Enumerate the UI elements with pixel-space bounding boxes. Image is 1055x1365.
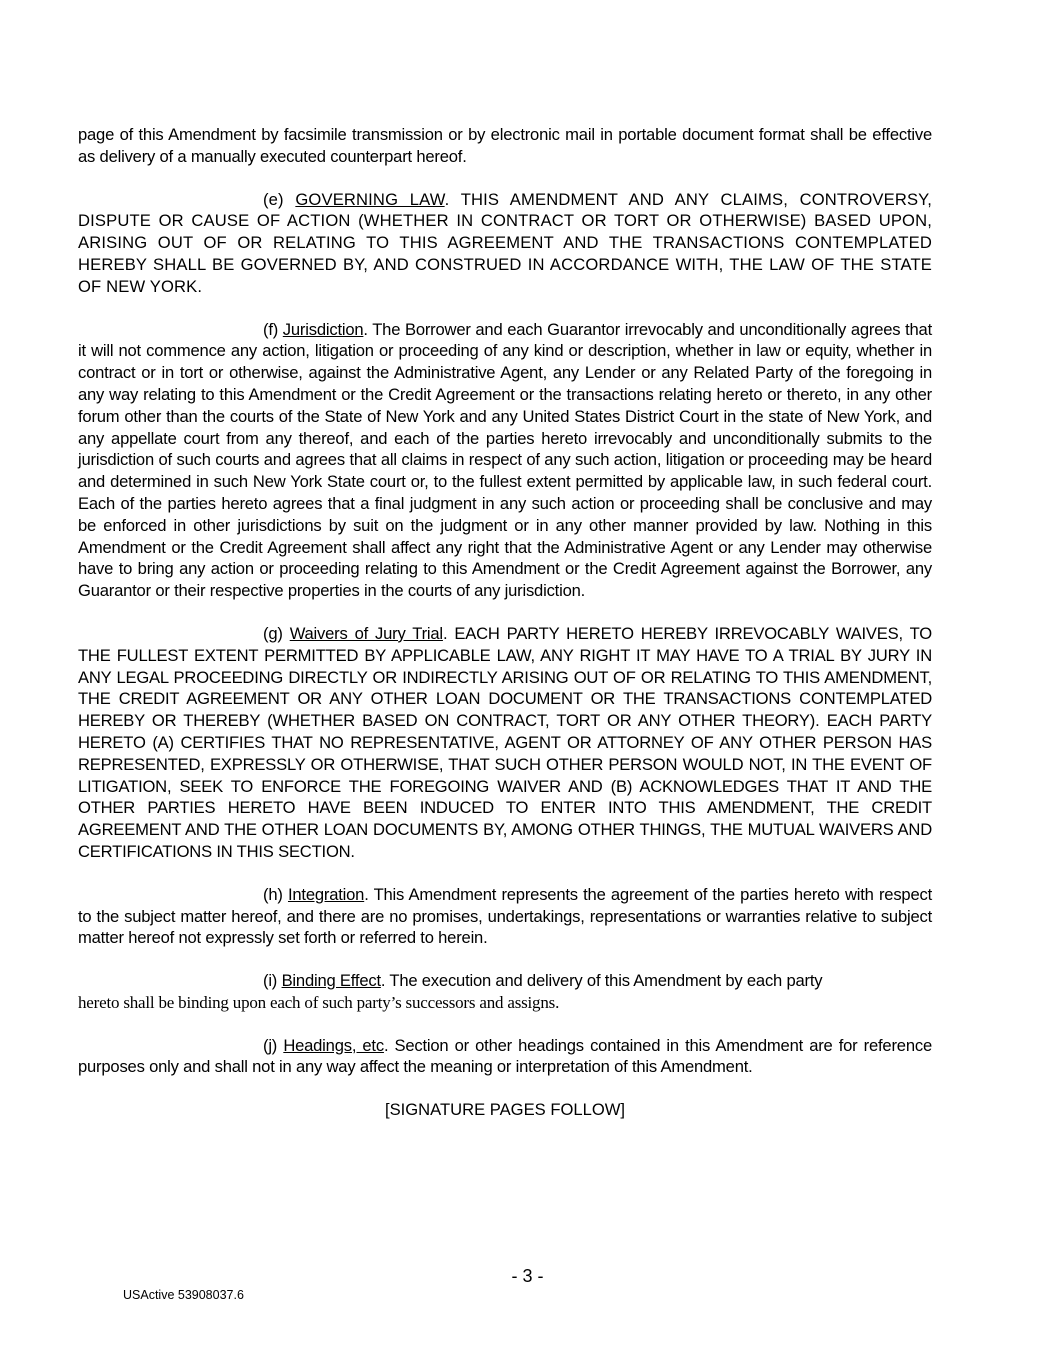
section-jurisdiction (78, 319, 932, 602)
section-binding-effect (78, 970, 932, 1014)
section-label: (e) (263, 189, 284, 209)
section-heading: Binding Effect (281, 971, 381, 991)
section-jury-waiver (78, 623, 932, 863)
document-page (78, 124, 932, 1121)
section-integration (78, 884, 932, 949)
section-heading: Waivers of Jury Trial (289, 623, 443, 643)
section-heading: GOVERNING LAW (295, 189, 445, 209)
signature-note: [SIGNATURE PAGES FOLLOW] (384, 1100, 626, 1120)
page-number: - 3 - (511, 1266, 544, 1286)
section-label: (i) (263, 971, 278, 991)
section-body: . The execution and delivery of this Amendment by each party (380, 971, 823, 991)
section-body: . Section or other headings contained in this Amendment are for reference purposes only and shall not in any way affect the meaning or interpretation of this Amendment. (78, 1035, 932, 1077)
section-headings (78, 1035, 932, 1079)
section-label: (h) (263, 884, 283, 904)
document-id: USActive 53908037.6 (123, 1288, 244, 1302)
section-continuation: hereto shall be binding upon each of such party’s successors and assigns. (78, 992, 560, 1012)
section-heading: Headings, etc (283, 1035, 384, 1055)
section-governing-law (78, 189, 932, 298)
section-heading: Integration (287, 884, 365, 904)
intro-paragraph: page of this Amendment by facsimile transmission or by electronic mail in portable document format shall be effective as delivery of a manually executed counterpart hereof. (78, 125, 932, 166)
section-label: (f) (263, 319, 279, 339)
section-body: . This Amendment represents the agreement of the parties hereto with respect to the subject matter hereof, and there are no promises, undertakings, representations or warranties relative to subject matter hereof not expressly set forth or referred to herein. (78, 884, 932, 948)
section-body: . EACH PARTY HERETO HEREBY IRREVOCABLY WAIVES, TO THE FULLEST EXTENT PERMITTED BY APPLICABLE LAW, ANY RIGHT IT MAY HAVE TO A TRIAL BY JURY IN ANY LEGAL PROCEEDING DIRECTLY OR INDIRECTLY ARISING OUT OF OR RELATING TO THIS AMENDMENT, THE CREDIT AGREEMENT OR ANY OTHER LOAN DOCUMENT OR THE TRANSACTIONS CONTEMPLATED HEREBY OR THEREBY (WHETHER BASED ON CONTRACT, TORT OR ANY OTHER THEORY). EACH PARTY HERETO (A) CERTIFIES THAT NO REPRESENTATIVE, AGENT OR ATTORNEY OF ANY OTHER PERSON HAS REPRESENTED, EXPRESSLY OR OTHERWISE, THAT SUCH OTHER PERSON WOULD NOT, IN THE EVENT OF LITIGATION, SEEK TO ENFORCE THE FOREGOING WAIVER AND (B) ACKNOWLEDGES THAT IT AND THE OTHER PARTIES HERETO HAVE BEEN INDUCED TO ENTER INTO THIS AMENDMENT, THE CREDIT AGREEMENT AND THE OTHER LOAN DOCUMENTS BY, AMONG OTHER THINGS, THE MUTUAL WAIVERS AND CERTIFICATIONS IN THIS SECTION. (78, 623, 932, 861)
section-label: (g) (263, 623, 283, 643)
section-label: (j) (263, 1035, 278, 1055)
section-heading: Jurisdiction (282, 319, 364, 339)
section-body: . THIS AMENDMENT AND ANY CLAIMS, CONTROVERSY, DISPUTE OR CAUSE OF ACTION (WHETHER IN CONTRACT OR TORT OR OTHERWISE) BASED UPON, ARISING OUT OF OR RELATING TO THIS AGREEMENT AND THE TRANSACTIONS CONTEMPLATED HEREBY SHALL BE GOVERNED BY, AND CONSTRUED IN ACCORDANCE WITH, THE LAW OF THE STATE OF NEW YORK. (78, 189, 933, 296)
section-body: . The Borrower and each Guarantor irrevocably and unconditionally agrees that it will not commence any action, litigation or proceeding of any kind or description, whether in law or equity, whether in contract or in tort or otherwise, against the Administrative Agent, any Lender or any Related Party of the foregoing in any way relating to this Amendment or the Credit Agreement or the transactions relating hereto or thereto, in any other forum other than the courts of the State of New York and any United States District Court in the state of New York, and any appellate court from any thereof, and each of the parties hereto irrevocably and unconditionally submits to the jurisdiction of such courts and agrees that all claims in respect of any such action, litigation or proceeding may be heard and determined in such New York State court or, to the fullest extent permitted by applicable law, in such federal court. Each of the parties hereto agrees that a final judgment in any such action or proceeding shall be conclusive and may be enforced in other jurisdictions by suit on the judgment or in any other manner provided by law. Nothing in this Amendment or the Credit Agreement shall affect any right that the Administrative Agent or any Lender may otherwise have to bring any action or proceeding relating to this Amendment or the Credit Agreement against the Borrower, any Guarantor or their respective properties in the courts of any jurisdiction. (78, 319, 932, 601)
